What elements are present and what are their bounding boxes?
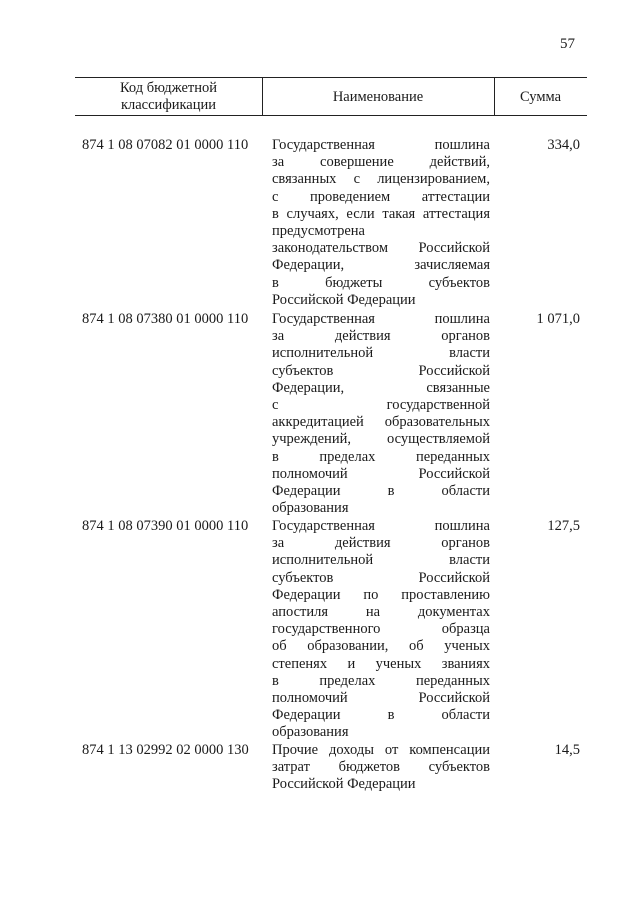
name-line: исполнительной власти [272, 552, 490, 569]
name-line: Российской Федерации [272, 291, 416, 308]
name-line: за действия органов [272, 328, 490, 345]
name-line: в пределах переданных [272, 448, 490, 465]
name-line: в случаях, если такая аттестация [272, 205, 490, 222]
name-line: Федерации, связанные [272, 379, 490, 396]
row-name [272, 137, 490, 309]
name-line: Федерации, зачисляемая [272, 257, 490, 274]
row-amount: 14,5 [554, 742, 580, 758]
header-amount: Сумма [519, 88, 562, 105]
row-code: 874 1 13 02992 02 0000 130 [82, 742, 249, 758]
name-line: Федерации по проставлению [272, 586, 490, 603]
name-line: в пределах переданных [272, 672, 490, 689]
row-name [272, 518, 490, 742]
name-line: государственного образца [272, 621, 490, 638]
name-line: в бюджеты субъектов [272, 274, 490, 291]
name-line: Федерации в области [272, 707, 490, 724]
header-bottom-rule [75, 115, 587, 116]
name-line: образования [272, 724, 349, 741]
header-top-rule [75, 77, 587, 78]
name-line: степенях и ученых званиях [272, 655, 490, 672]
name-line: Государственная пошлина [272, 518, 490, 534]
name-line: субъектов Российской [272, 362, 490, 379]
row-code: 874 1 08 07082 01 0000 110 [82, 137, 249, 153]
name-line: Прочие доходы от компенсации [272, 742, 490, 758]
row-amount: 334,0 [547, 137, 580, 153]
name-line: с проведением аттестации [272, 188, 490, 205]
name-line: с государственной [272, 397, 490, 414]
name-line: связанных с лицензированием, [272, 171, 490, 188]
name-line: законодательством Российской [272, 240, 490, 257]
name-line: полномочий Российской [272, 465, 490, 482]
name-line: образования [272, 500, 349, 517]
name-line: предусмотрена [272, 223, 365, 240]
name-line: аккредитацией образовательных [272, 414, 490, 431]
name-line: апостиля на документах [272, 604, 490, 621]
name-line: за действия органов [272, 535, 490, 552]
name-line: исполнительной власти [272, 345, 490, 362]
row-amount: 127,5 [547, 518, 580, 534]
page-number: 57 [560, 36, 575, 52]
name-line: за совершение действий, [272, 154, 490, 171]
name-line: Государственная пошлина [272, 311, 490, 327]
name-line: субъектов Российской [272, 569, 490, 586]
name-line: Федерации в области [272, 483, 490, 500]
name-line: затрат бюджетов субъектов [272, 759, 490, 776]
row-name [272, 742, 490, 794]
row-amount: 1 071,0 [536, 311, 580, 327]
name-line: полномочий Российской [272, 690, 490, 707]
name-line: об образовании, об ученых [272, 638, 490, 655]
name-line: Российской Федерации [272, 776, 416, 793]
name-line: учреждений, осуществляемой [272, 431, 490, 448]
row-name [272, 311, 490, 517]
header-code: Код бюджетной классификации [119, 80, 217, 113]
name-line: Государственная пошлина [272, 137, 490, 153]
row-code: 874 1 08 07390 01 0000 110 [82, 518, 249, 534]
row-code: 874 1 08 07380 01 0000 110 [82, 311, 249, 327]
header-name: Наименование [332, 88, 424, 105]
